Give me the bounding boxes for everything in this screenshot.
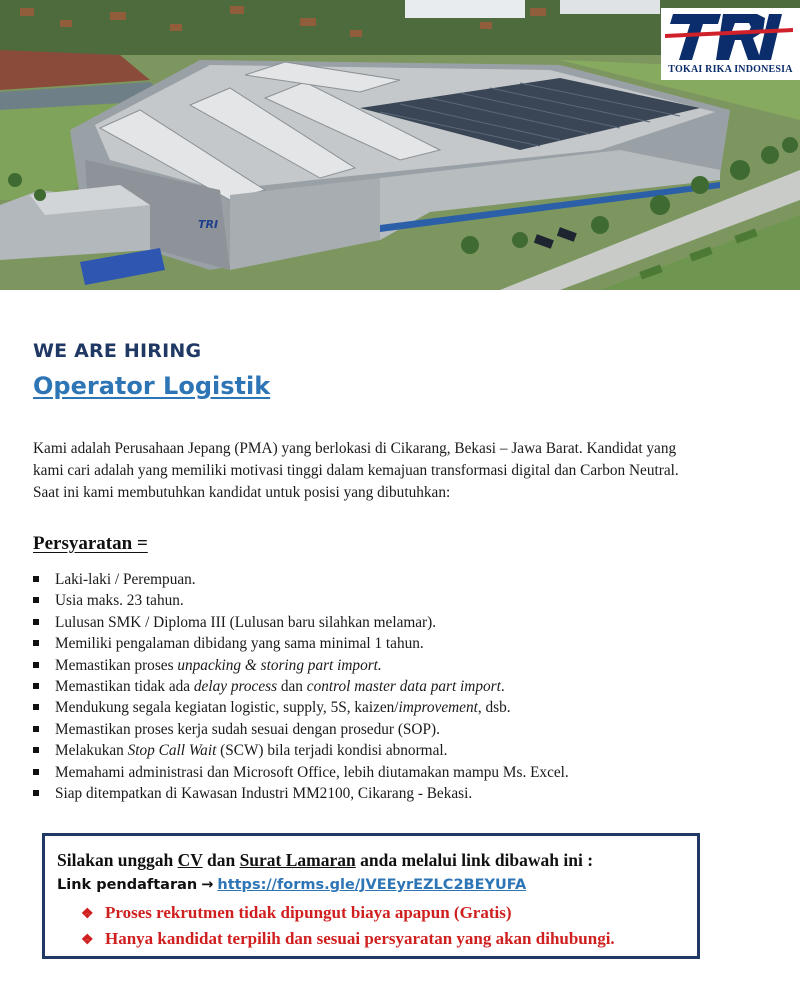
bullet-icon: [33, 726, 39, 732]
bullet-icon: [33, 662, 39, 668]
bullet-icon: [33, 747, 39, 753]
registration-link[interactable]: https://forms.gle/JVEEyrEZLC2BEYUFA: [217, 877, 527, 893]
tri-logo-mark: [665, 10, 796, 62]
application-box: [42, 833, 700, 959]
requirement-item: Siap ditempatkan di Kawasan Industri MM2100, Cikarang - Bekasi.: [33, 783, 569, 804]
requirement-item: Memiliki pengalaman dibidang yang sama minimal 1 tahun.: [33, 633, 569, 654]
bullet-icon: [33, 683, 39, 689]
bullet-icon: [33, 619, 39, 625]
bullet-icon: [33, 640, 39, 646]
intro-line: Kami adalah Perusahaan Jepang (PMA) yang berlokasi di Cikarang, Bekasi – Jawa Barat. Kandidat yang: [33, 440, 677, 457]
diamond-bullet-icon: ❖: [81, 907, 94, 922]
registration-link-row: [57, 877, 526, 893]
hiring-heading: WE ARE HIRING: [33, 340, 202, 362]
position-title: Operator Logistik: [33, 372, 271, 400]
bullet-icon: [33, 769, 39, 775]
requirement-item: Usia maks. 23 tahun.: [33, 590, 569, 611]
requirement-item: Memahami administrasi dan Microsoft Office, lebih diutamakan mampu Ms. Excel.: [33, 762, 569, 783]
selected-candidates-note: ❖ Hanya kandidat terpilih dan sesuai persyaratan yang akan dihubungi.: [81, 929, 615, 948]
svg-text:TRI: TRI: [198, 218, 219, 231]
upload-instruction: Silakan unggah CV dan Surat Lamaran anda melalui link dibawah ini :: [57, 850, 594, 870]
intro-line: kami cari adalah yang memiliki motivasi tinggi dalam kemajuan transformasi digital dan Carbon Neutral.: [33, 462, 679, 479]
bullet-icon: [33, 597, 39, 603]
bullet-icon: [33, 704, 39, 710]
requirements-list: [33, 569, 569, 804]
requirement-item: Memastikan proses kerja sudah sesuai dengan prosedur (SOP).: [33, 719, 569, 740]
free-recruitment-note: ❖ Proses rekrutmen tidak dipungut biaya apapun (Gratis): [81, 903, 512, 922]
link-label: Link pendaftaran: [57, 877, 198, 893]
requirements-title: Persyaratan =: [33, 533, 148, 554]
intro-paragraph: [33, 438, 773, 504]
requirement-item: Lulusan SMK / Diploma III (Lulusan baru silahkan melamar).: [33, 612, 569, 633]
requirement-item: Memastikan tidak ada delay process dan control master data part import.: [33, 676, 569, 697]
cover-letter-text: Surat Lamaran: [239, 850, 356, 870]
intro-line: Saat ini kami membutuhkan kandidat untuk posisi yang dibutuhkan:: [33, 484, 451, 501]
requirement-item: Memastikan proses unpacking & storing part import.: [33, 655, 569, 676]
requirement-item: Mendukung segala kegiatan logistic, supply, 5S, kaizen/improvement, dsb.: [33, 697, 569, 718]
requirement-item: Laki-laki / Perempuan.: [33, 569, 569, 590]
arrow-right-icon: →: [201, 877, 214, 893]
diamond-bullet-icon: ❖: [81, 933, 94, 948]
company-logo: [661, 8, 800, 80]
bullet-icon: [33, 790, 39, 796]
hero-factory-image: [0, 0, 800, 290]
bullet-icon: [33, 576, 39, 582]
requirement-item: Melakukan Stop Call Wait (SCW) bila terjadi kondisi abnormal.: [33, 740, 569, 761]
logo-company-name: TOKAI RIKA INDONESIA: [668, 64, 793, 75]
cv-text: CV: [177, 850, 203, 870]
